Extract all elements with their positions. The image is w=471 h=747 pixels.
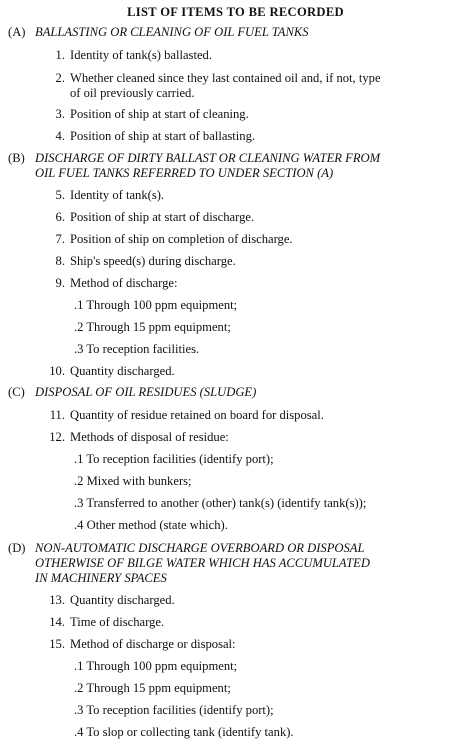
document-title: LIST OF ITEMS TO BE RECORDED	[127, 5, 344, 19]
item-text: Methods of disposal of residue:	[70, 430, 229, 444]
section-heading-line: DISPOSAL OF OIL RESIDUES (SLUDGE)	[35, 385, 257, 399]
item-text: Identity of tank(s).	[70, 188, 165, 202]
sub-item: .3 To reception facilities.	[74, 342, 200, 356]
item-text: Position of ship at start of discharge.	[70, 210, 255, 224]
item-number: 1.	[55, 48, 65, 62]
item-number: 14.	[49, 615, 65, 629]
item-text: Position of ship at start of cleaning.	[70, 107, 249, 121]
sub-item: .3 Transferred to another (other) tank(s) (identify tank(s));	[74, 496, 367, 510]
item-text: Quantity of residue retained on board for disposal.	[70, 408, 324, 422]
sub-item: .2 Through 15 ppm equipment;	[74, 320, 231, 334]
section-d-heading	[8, 541, 464, 586]
item-number: 5.	[55, 188, 65, 202]
section-label: (B)	[8, 151, 25, 165]
item-number: 6.	[55, 210, 65, 224]
item-number: 2.	[55, 71, 65, 85]
item-number: 10.	[49, 364, 65, 378]
section-b-heading	[8, 151, 464, 181]
item-text: Position of ship on completion of discharge.	[70, 232, 293, 246]
item-text: Identity of tank(s) ballasted.	[70, 48, 212, 62]
section-heading-line: IN MACHINERY SPACES	[35, 571, 167, 585]
item-text: Method of discharge:	[70, 276, 178, 290]
item-text-continued: of oil previously carried.	[70, 86, 195, 100]
item-number: 3.	[55, 107, 65, 121]
item-text: Method of discharge or disposal:	[70, 637, 236, 651]
item-number: 13.	[49, 593, 65, 607]
sub-item: .1 Through 100 ppm equipment;	[74, 298, 238, 312]
section-c-heading	[8, 385, 464, 400]
item-number: 4.	[55, 129, 65, 143]
sub-item: .4 Other method (state which).	[74, 518, 228, 532]
sub-item: .2 Through 15 ppm equipment;	[74, 681, 231, 695]
section-a-heading	[8, 25, 464, 40]
item-number: 7.	[55, 232, 65, 246]
sub-item: .2 Mixed with bunkers;	[74, 474, 192, 488]
sub-item: .1 Through 100 ppm equipment;	[74, 659, 238, 673]
sub-item: .3 To reception facilities (identify port);	[74, 703, 274, 717]
section-label: (A)	[8, 25, 26, 39]
item-number: 9.	[55, 276, 65, 290]
item-text: Ship's speed(s) during discharge.	[70, 254, 236, 268]
section-heading-line: NON-AUTOMATIC DISCHARGE OVERBOARD OR DISPOSAL	[35, 541, 365, 555]
section-heading-line: OIL FUEL TANKS REFERRED TO UNDER SECTION (A)	[35, 166, 334, 180]
item-number: 8.	[55, 254, 65, 268]
item-text: Quantity discharged.	[70, 364, 175, 378]
sub-item: .1 To reception facilities (identify port);	[74, 452, 274, 466]
section-heading-line: BALLASTING OR CLEANING OF OIL FUEL TANKS	[35, 25, 309, 39]
item-text: Position of ship at start of ballasting.	[70, 129, 256, 143]
item-number: 12.	[49, 430, 65, 444]
item-text: Time of discharge.	[70, 615, 165, 629]
item-text: Whether cleaned since they last contained oil and, if not, type	[70, 71, 381, 85]
item-number: 15.	[49, 637, 65, 651]
section-heading-line: DISCHARGE OF DIRTY BALLAST OR CLEANING WATER FROM	[35, 151, 381, 165]
section-heading-line: OTHERWISE OF BILGE WATER WHICH HAS ACCUMULATED	[35, 556, 370, 570]
section-label: (D)	[8, 541, 26, 555]
sub-item: .4 To slop or collecting tank (identify tank).	[74, 725, 294, 739]
section-label: (C)	[8, 385, 25, 399]
item-text: Quantity discharged.	[70, 593, 175, 607]
item-number: 11.	[49, 408, 65, 422]
